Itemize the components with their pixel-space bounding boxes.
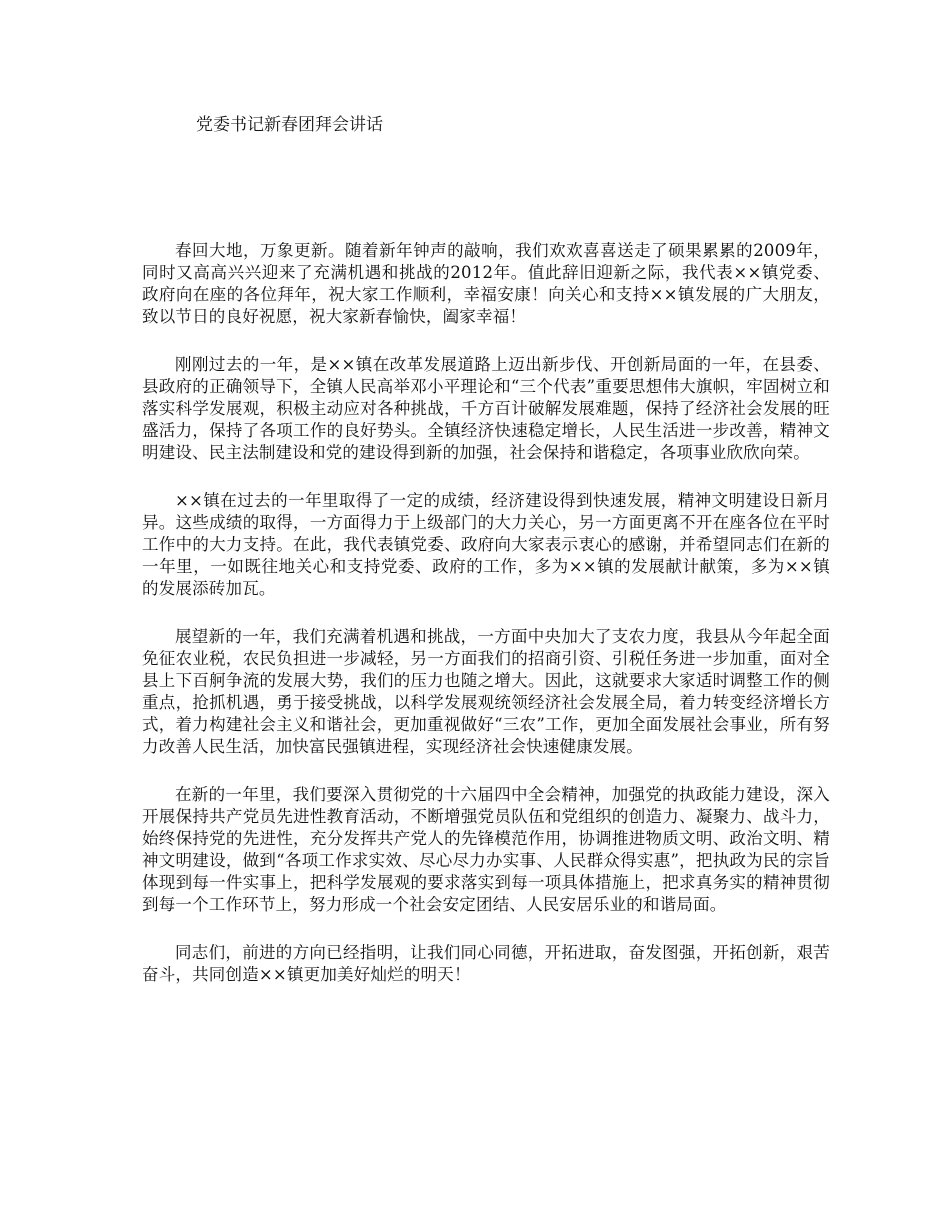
paragraph-2: 刚刚过去的一年，是××镇在改革发展道路上迈出新步伐、开创新局面的一年，在县委、县政府的正确领导下，全镇人民高举邓小平理论和“三个代表”重要思想伟大旗帜，牢固树立和落实科学发展观，积极主动应对各种挑战，千方百计破解发展难题，保持了经济社会发展的旺盛活力，保持了各项工作的良好势头。全镇经济快速稳定增长，人民生活进一步改善，精神文明建设、民主法制建设和党的建设得到新的加强，社会保持和谐稳定，各项事业欣欣向荣。 xyxy=(142,355,830,462)
document-title: 党委书记新春团拜会讲话 xyxy=(196,115,383,135)
document-body xyxy=(142,240,830,1012)
paragraph-5: 在新的一年里，我们要深入贯彻党的十六届四中全会精神，加强党的执政能力建设，深入开展保持共产党员先进性教育活动，不断增强党员队伍和党组织的创造力、凝聚力、战斗力，始终保持党的先进性，充分发挥共产党人的先锋模范作用，协调推进物质文明、政治文明、精神文明建设，做到“各项工作求实效、尽心尽力办实事、人民群众得实惠”，把执政为民的宗旨体现到每一件实事上，把科学发展观的要求落实到每一项具体措施上，把求真务实的精神贯彻到每一个工作环节上，努力形成一个社会安定团结、人民安居乐业的和谐局面。 xyxy=(142,785,830,914)
paragraph-4: 展望新的一年，我们充满着机遇和挑战，一方面中央加大了支农力度，我县从今年起全面免征农业税，农民负担进一步减轻，另一方面我们的招商引资、引税任务进一步加重，面对全县上下百舸争流的发展大势，我们的压力也随之增大。因此，这就要求大家适时调整工作的侧重点，抢抓机遇，勇于接受挑战，以科学发展观统领经济社会发展全局，着力转变经济增长方式，着力构建社会主义和谐社会，更加重视做好“三农”工作，更加全面发展社会事业，所有努力改善人民生活，加快富民强镇进程，实现经济社会快速健康发展。 xyxy=(142,627,830,756)
paragraph-1: 春回大地，万象更新。随着新年钟声的敲响，我们欢欢喜喜送走了硕果累累的2009年，同时又高高兴兴迎来了充满机遇和挑战的2012年。值此辞旧迎新之际，我代表××镇党委、政府向在座的各位拜年，祝大家工作顺利，幸福安康！向关心和支持××镇发展的广大朋友，致以节日的良好祝愿，祝大家新春愉快，阖家幸福！ xyxy=(142,241,830,326)
paragraph-6: 同志们，前进的方向已经指明，让我们同心同德，开拓进取，奋发图强，开拓创新，艰苦奋斗，共同创造××镇更加美好灿烂的明天！ xyxy=(142,943,830,984)
paragraph-3: ××镇在过去的一年里取得了一定的成绩，经济建设得到快速发展，精神文明建设日新月异。这些成绩的取得，一方面得力于上级部门的大力关心，另一方面更离不开在座各位在平时工作中的大力支持。在此，我代表镇党委、政府向大家表示衷心的感谢，并希望同志们在新的一年里，一如既往地关心和支持党委、政府的工作，多为××镇的发展献计献策，多为××镇的发展添砖加瓦。 xyxy=(142,491,830,598)
